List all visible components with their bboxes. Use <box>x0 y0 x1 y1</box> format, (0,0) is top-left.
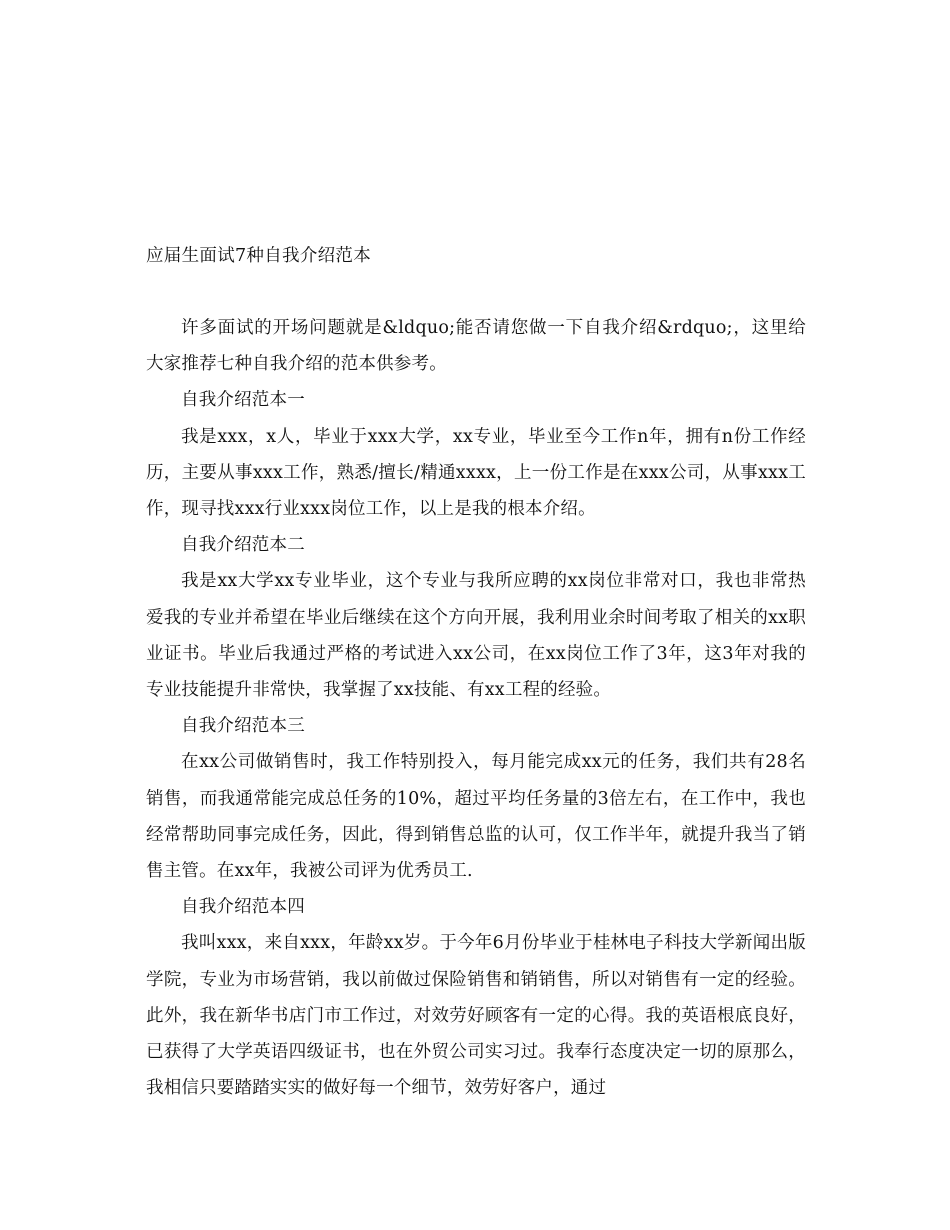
section-heading-3: 自我介绍范本三 <box>181 716 305 737</box>
section-heading-1: 自我介绍范本一 <box>181 390 305 411</box>
section-paragraph-1: 我是xxx，x人，毕业于xxx大学，xx专业，毕业至今工作n年，拥有n份工作经历，主要从事xxx工作，熟悉/擅长/精通xxxx，上一份工作是在xxx公司，从事xxx工作，现寻找xxx行业xxx岗位工作，以上是我的根本介绍。 <box>146 426 806 520</box>
section-paragraph-3: 在xx公司做销售时，我工作特别投入，每月能完成xx元的任务，我们共有28名销售，而我通常能完成总任务的10%，超过平均任务量的3倍左右，在工作中，我也经常帮助同事完成任务，因此，得到销售总监的认可，仅工作半年，就提升我当了销售主管。在xx年，我被公司评为优秀员工. <box>146 752 806 882</box>
intro-paragraph: 许多面试的开场问题就是&ldquo;能否请您做一下自我介绍&rdquo;，这里给大家推荐七种自我介绍的范本供参考。 <box>146 318 806 375</box>
section-paragraph-2: 我是xx大学xx专业毕业，这个专业与我所应聘的xx岗位非常对口，我也非常热爱我的专业并希望在毕业后继续在这个方向开展，我利用业余时间考取了相关的xx职业证书。毕业后我通过严格的考试进入xx公司，在xx岗位工作了3年，这3年对我的专业技能提升非常快，我掌握了xx技能、有xx工程的经验。 <box>146 571 806 701</box>
section-heading-4: 自我介绍范本四 <box>181 897 305 918</box>
section-heading-2: 自我介绍范本二 <box>181 535 305 556</box>
document-title: 应届生面试7种自我介绍范本 <box>146 246 372 266</box>
document-body <box>146 310 806 1106</box>
section-paragraph-4: 我叫xxx，来自xxx，年龄xx岁。于今年6月份毕业于桂林电子科技大学新闻出版学院，专业为市场营销，我以前做过保险销售和销销售，所以对销售有一定的经验。此外，我在新华书店门市工作过，对效劳好顾客有一定的心得。我的英语根底良好，已获得了大学英语四级证书，也在外贸公司实习过。我奉行态度决定一切的原那么，我相信只要踏踏实实的做好每一个细节，效劳好客户，通过 <box>146 933 806 1099</box>
